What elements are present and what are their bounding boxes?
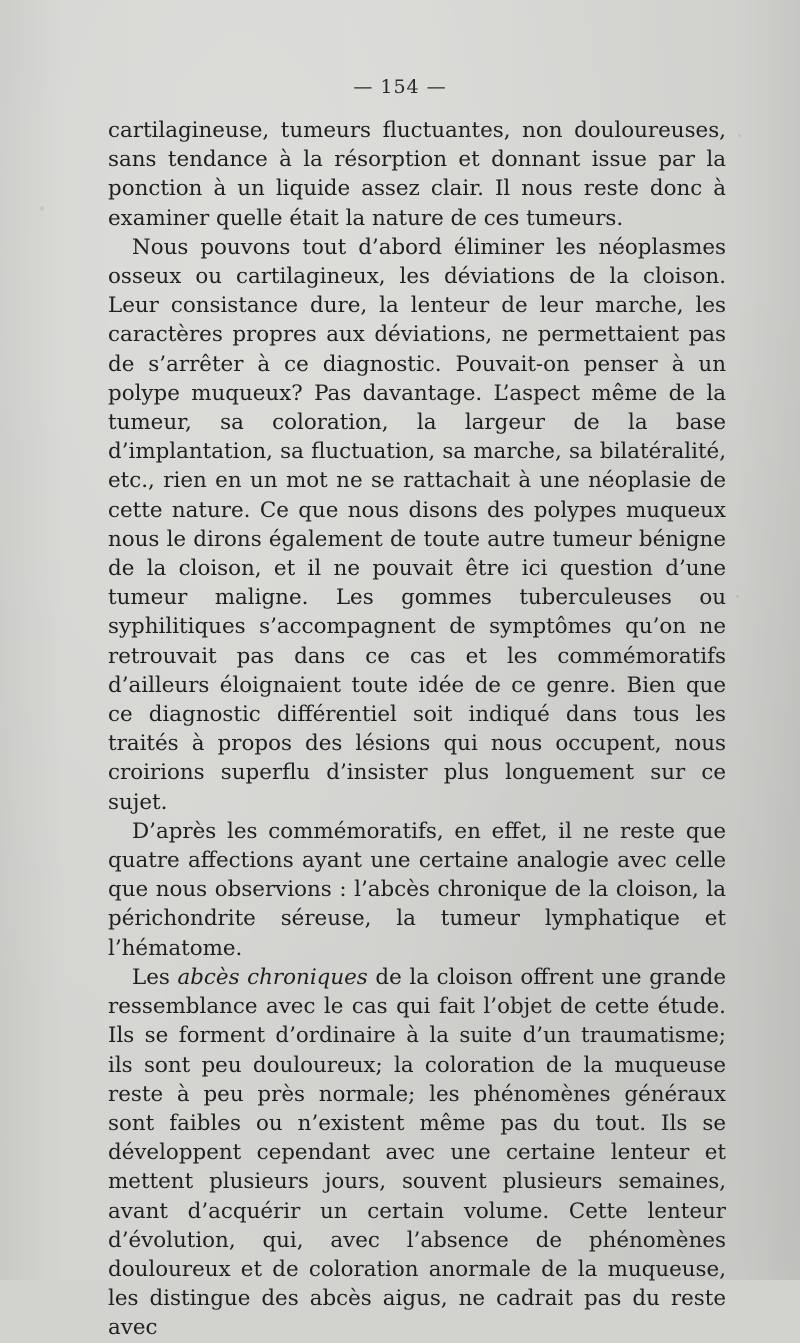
paper-speck [40,206,44,211]
italic-term: abcès chroniques [177,964,368,990]
paragraph-four-affections: D’après les commémoratifs, en effet, il ne reste que quatre affections ayant une certaine analogie avec celle que nous observions : l’abcès chronique de la cloison, la périchondrite séreuse, la tumeur lymphatique et l’hématome. [108,818,726,961]
paragraph-continuation: cartilagineuse, tumeurs fluctuantes, non douloureuses, sans tendance à la résorption et donnant issue par la ponction à un liquide assez clair. Il nous reste donc à examiner quelle était la nature de ces tumeurs. [108,118,726,231]
paragraph-body: de la cloison offrent une grande ressemblance avec le cas qui fait l’objet de cette étude. Ils se forment d’ordinaire à la suite d’un traumatisme; ils sont peu douloureux; la coloration de la muqueuse reste à peu près normale; les phénomènes généraux sont faibles ou n’existent même pas du tout. Ils se développent cependant avec une certaine lenteur et mettent plusieurs jours, souvent plusieurs semaines, avant d’acquérir un certain volume. Cette lenteur d’évolution, qui, avec l’absence de phénomènes douloureux et de coloration anormale de la muqueuse, les distingue des abcès aigus, ne cadrait pas du reste avec [108,964,727,1341]
paper-speck [736,595,739,598]
paragraph-lead: Les [132,964,178,990]
page-number: — 154 — [353,76,447,98]
paragraph-differential-diagnosis: Nous pouvons tout d’abord éliminer les néoplasmes osseux ou cartilagineux, les déviations de la cloison. Leur consistance dure, la lenteur de leur marche, les caractères propres aux déviations, ne permettaient pas de s’arrêter à ce diagnostic. Pouvait-on penser à un polype muqueux? Pas davantage. L’aspect même de la tumeur, sa coloration, la largeur de la base d’implantation, sa fluctuation, sa marche, sa bilatéralité, etc., rien en un mot ne se rattachait à une néoplasie de cette nature. Ce que nous disons des polypes muqueux nous le dirons également de toute autre tumeur bénigne de la cloison, et il ne pouvait être ici question d’une tumeur maligne. Les gommes tuberculeuses ou syphilitiques s’accompagnent de symptômes qu’on ne retrouvait pas dans ce cas et les commémoratifs d’ailleurs éloignaient toute idée de ce genre. Bien que ce diagnostic différentiel soit indiqué dans tous les traités à propos des lésions qui nous occupent, nous croirions superflu d’insister plus longuement sur ce sujet. [108,234,726,815]
paragraph-chronic-abscesses [108,963,726,1343]
paper-speck [738,134,741,137]
body-text [108,116,726,1343]
